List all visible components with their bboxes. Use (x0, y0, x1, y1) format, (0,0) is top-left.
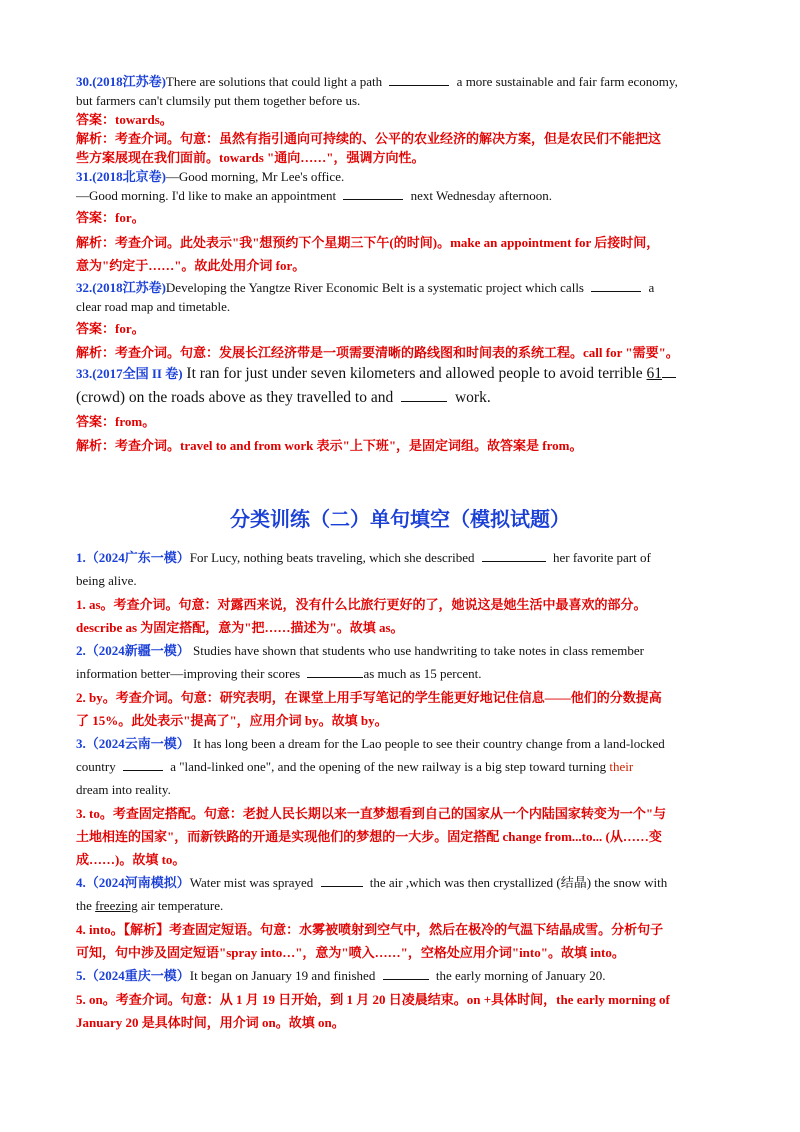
q31-answer: 答案：for。 (76, 210, 145, 225)
q33-line1 (76, 362, 724, 386)
s4-text-c2: air temperature. (137, 898, 224, 913)
s1-text-b: her favorite part of (549, 550, 651, 565)
q33-blank (401, 400, 447, 402)
s1-source: （2024广东一模） (85, 550, 190, 565)
s1-blank (482, 560, 546, 562)
s2-line2 (76, 664, 724, 683)
s1-text-a: For Lucy, nothing beats traveling, which she described (189, 550, 478, 565)
q30-source: (2018江苏卷) (92, 74, 166, 89)
q31-blank (343, 198, 403, 200)
q30-analysis-1: 解析：考查介词。句意：虽然有指引通向可持续的、公平的农业经济的解决方案，但是农民们不能把这 (76, 131, 662, 146)
s4-answer-2: 可知，句中涉及固定短语"spray into…"，意为"喷入……"，空格处应用介词"into"。故填 into。 (76, 945, 625, 960)
s3-line1 (76, 734, 724, 753)
s4-line2 (76, 896, 724, 915)
s4-source: （2024河南模拟） (85, 875, 190, 890)
q32-answer: 答案：for。 (76, 321, 145, 336)
s3-blank (123, 769, 163, 771)
s1-line2: being alive. (76, 573, 137, 588)
s2-line1 (76, 641, 724, 660)
q30-line2: but farmers can't clumsily put them together before us. (76, 93, 361, 108)
q33-text-b2: work. (451, 389, 491, 406)
s4-text-b: the air ,which was then crystallized (结晶) the snow with (366, 875, 668, 890)
s2-answer-2: 了 15%。此处表示"提高了"，应用介词 by。故填 by。 (76, 713, 388, 728)
s4-blank (321, 885, 363, 887)
s2-text: Studies have shown that students who use handwriting to take notes in class remember (189, 643, 644, 658)
q32-source: (2018江苏卷) (92, 280, 166, 295)
q31-number: 31. (76, 169, 93, 184)
s3-text-a: country (76, 759, 119, 774)
q30-text-a: There are solutions that could light a path (165, 74, 386, 89)
s5-number: 5. (76, 968, 86, 983)
q31-text-b: next Wednesday afternoon. (407, 188, 552, 203)
q30-answer: 答案：towards。 (76, 112, 173, 127)
q32-line2: clear road map and timetable. (76, 299, 231, 314)
q33-line2 (76, 386, 724, 410)
s1-number: 1. (76, 550, 86, 565)
q33-text-a2: (crowd) on the roads above as they travelled to and (76, 389, 398, 406)
q30-number: 30. (76, 74, 93, 89)
section-title: 分类训练（二）单句填空（模拟试题） (230, 507, 570, 531)
q30-blank (389, 84, 449, 86)
q30-line1 (76, 72, 724, 91)
s2-source: （2024新疆一模） (85, 643, 190, 658)
q33-text-a: It ran for just under seven kilometers and allowed people to avoid terrible (182, 365, 647, 382)
s5-answer-2: January 20 是具体时间，用介词 on。故填 on。 (76, 1015, 345, 1030)
s3-number: 3. (76, 736, 86, 751)
s5-source: （2024重庆一模） (85, 968, 190, 983)
q33-source: (2017全国 II 卷) (92, 366, 183, 381)
s2-text-b: as much as 15 percent. (363, 666, 482, 681)
s4-text-a: Water mist was sprayed (189, 875, 317, 890)
q32-number: 32. (76, 280, 93, 295)
s5-line1 (76, 966, 724, 985)
s2-number: 2. (76, 643, 86, 658)
s3-answer-2: 土地相连的国家"，而新铁路的开通是实现他们的梦想的一大步。固定搭配 change from...to... (从……变 (76, 829, 662, 844)
s5-blank (383, 978, 429, 980)
document-content (76, 72, 724, 1032)
q31-text: —Good morning, Mr Lee's office. (165, 169, 345, 184)
s3-text-b: a "land-linked one", and the opening of the new railway is a big step toward turning (166, 759, 610, 774)
q30-analysis-2: 些方案展现在我们面前。towards "通向……"，强调方向性。 (76, 150, 425, 165)
q33-answer: 答案：from。 (76, 414, 156, 429)
q31-text-a: —Good morning. I'd like to make an appointment (76, 188, 340, 203)
s4-number: 4. (76, 875, 86, 890)
s2-answer-1: 2. by。考查介词。句意：研究表明，在课堂上用手写笔记的学生能更好地记住信息——他们的分数提高 (76, 690, 662, 705)
s2-text-a: information better—improving their scores (76, 666, 304, 681)
s3-line2 (76, 757, 724, 776)
q31-source: (2018北京卷) (92, 169, 166, 184)
s4-answer-1: 4. into。【解析】考查固定短语。句意：水雾被喷射到空气中，然后在极冷的气温下结晶成雪。分析句子 (76, 922, 664, 937)
s3-line3: dream into reality. (76, 782, 171, 797)
q32-text-b: a (645, 280, 655, 295)
q32-blank (591, 290, 641, 292)
s5-answer-1: 5. on。考查介词。句意：从 1 月 19 日开始，到 1 月 20 日凌晨结束。on +具体时间，the early morning of (76, 992, 670, 1007)
s1-line1 (76, 548, 724, 567)
q32-line1 (76, 278, 724, 297)
q33-blank-tail (662, 376, 676, 378)
q31-line1 (76, 167, 724, 186)
q30-text-b: a more sustainable and fair farm economy, (453, 74, 678, 89)
s5-text-a: It began on January 19 and finished (189, 968, 379, 983)
s3-source: （2024云南一模） (85, 736, 190, 751)
q33-number: 33. (76, 366, 93, 381)
s4-underlined-word: freezing (95, 898, 138, 913)
s4-line1 (76, 873, 724, 892)
q31-analysis-1: 解析：考查介词。此处表示"我"想预约下个星期三下午(的时间)。make an appointment for 后接时间， (76, 235, 660, 250)
s1-answer-2: describe as 为固定搭配，意为"把……描述为"。故填 as。 (76, 620, 404, 635)
q31-analysis-2: 意为"约定于……"。故此处用介词 for。 (76, 258, 306, 273)
q32-analysis: 解析：考查介词。句意：发展长江经济带是一项需要清晰的路线图和时间表的系统工程。call for "需要"。 (76, 345, 679, 360)
q33-blank-number: 61 (646, 365, 663, 382)
s1-answer-1: 1. as。考查介词。句意：对露西来说，没有什么比旅行更好的了，她说这是她生活中最喜欢的部分。 (76, 597, 647, 612)
s4-text-a2: the (76, 898, 96, 913)
s3-answer-3: 成……)。故填 to。 (76, 852, 186, 867)
s5-text-b: the early morning of January 20. (432, 968, 606, 983)
q32-text-a: Developing the Yangtze River Economic Belt is a systematic project which calls (165, 280, 588, 295)
s3-answer-1: 3. to。考查固定搭配。句意：老挝人民长期以来一直梦想看到自己的国家从一个内陆国家转变为一个"与 (76, 806, 667, 821)
s3-text: It has long been a dream for the Lao people to see their country change from a land-locked (189, 736, 665, 751)
s3-text-c: their (609, 759, 634, 774)
q33-analysis: 解析：考查介词。travel to and from work 表示"上下班"，是固定词组。故答案是 from。 (76, 438, 583, 453)
q31-line2 (76, 186, 724, 205)
s2-blank (307, 676, 363, 678)
